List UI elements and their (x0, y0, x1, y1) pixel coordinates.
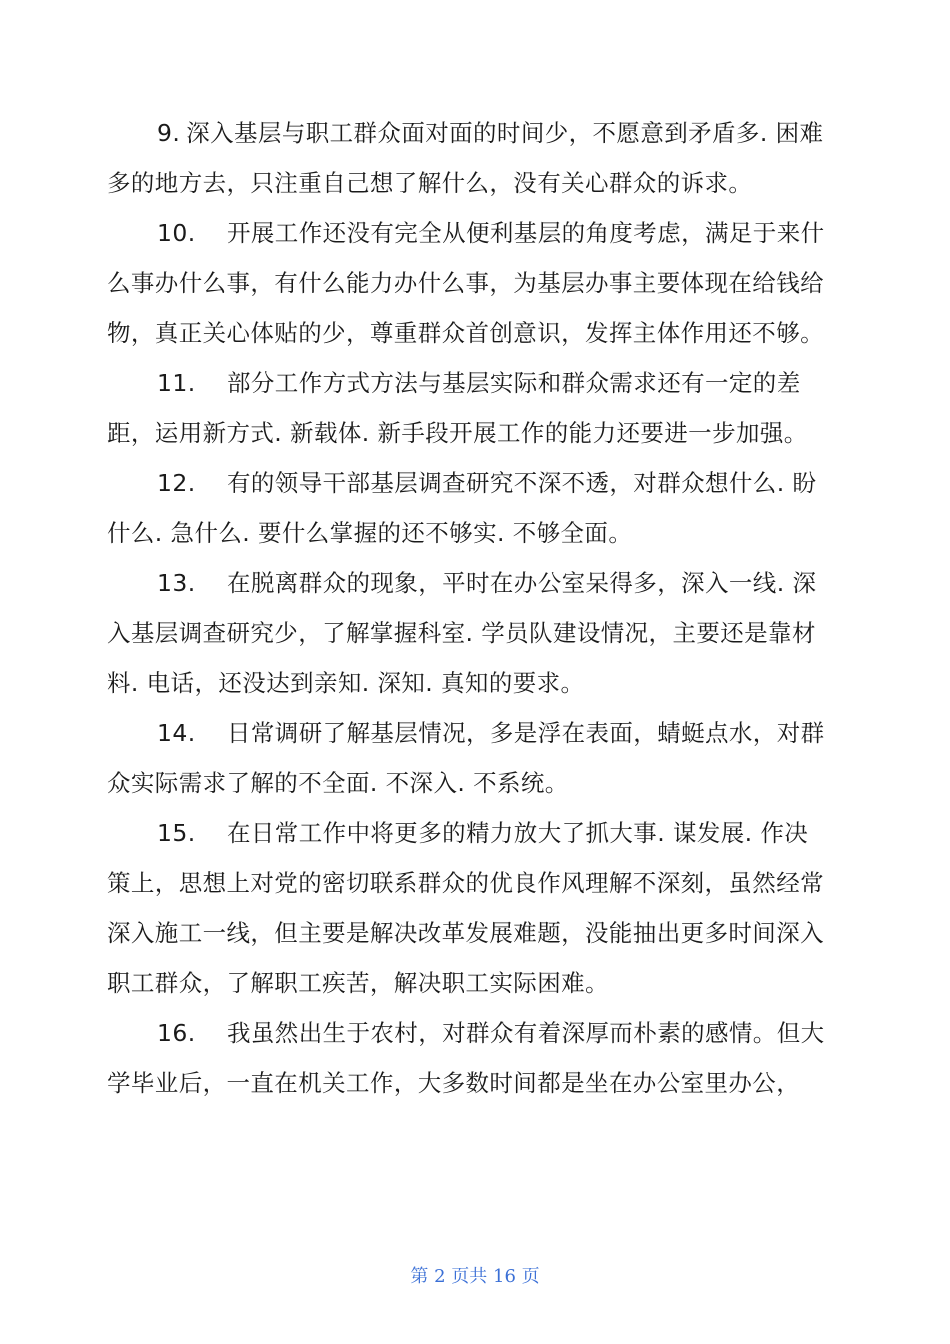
item-text: 在日常工作中将更多的精力放大了抓大事. 谋发展. 作决策上，思想上对党的密切联系群众的优良作风理解不深刻，虽然经常深入施工一线，但主要是解决改革发展难题，没能抽出更多时间深入职工群众，了解职工疾苦，解决职工实际困难。 (107, 819, 824, 997)
page-number-footer: 第 2 页共 16 页 (410, 1266, 540, 1287)
item-text: 部分工作方式方法与基层实际和群众需求还有一定的差距，运用新方式. 新载体. 新手段开展工作的能力还要进一步加强。 (107, 369, 808, 447)
item-number: 13. (157, 569, 196, 597)
document-body (107, 108, 831, 1108)
item-text: 有的领导干部基层调查研究不深不透，对群众想什么. 盼什么. 急什么. 要什么掌握的还不够实. 不够全面。 (107, 469, 817, 547)
list-item (107, 458, 831, 558)
item-text: 开展工作还没有完全从便利基层的角度考虑，满足于来什么事办什么事，有什么能力办什么事，为基层办事主要体现在给钱给物，真正关心体贴的少，尊重群众首创意识，发挥主体作用还不够。 (107, 219, 825, 347)
list-item (107, 708, 831, 808)
item-number: 16. (157, 1019, 196, 1047)
list-item (107, 558, 831, 708)
list-item (107, 208, 831, 358)
list-item (107, 808, 831, 1008)
item-number: 15. (157, 819, 196, 847)
item-number: 9. (157, 119, 181, 147)
item-text: 我虽然出生于农村，对群众有着深厚而朴素的感情。但大学毕业后，一直在机关工作，大多数时间都是坐在办公室里办公， (107, 1019, 825, 1097)
item-text: 深入基层与职工群众面对面的时间少，不愿意到矛盾多. 困难多的地方去，只注重自己想了解什么，没有关心群众的诉求。 (107, 119, 824, 197)
item-number: 14. (157, 719, 196, 747)
list-item (107, 108, 831, 208)
item-text: 在脱离群众的现象，平时在办公室呆得多，深入一线. 深入基层调查研究少，了解掌握科室. 学员队建设情况，主要还是靠材料. 电话，还没达到亲知. 深知. 真知的要求。 (107, 569, 817, 697)
item-number: 11. (157, 369, 196, 397)
item-number: 12. (157, 469, 196, 497)
list-item (107, 358, 831, 458)
item-text: 日常调研了解基层情况，多是浮在表面，蜻蜓点水，对群众实际需求了解的不全面. 不深入. 不系统。 (107, 719, 825, 797)
item-number: 10. (157, 219, 196, 247)
list-item (107, 1008, 831, 1108)
